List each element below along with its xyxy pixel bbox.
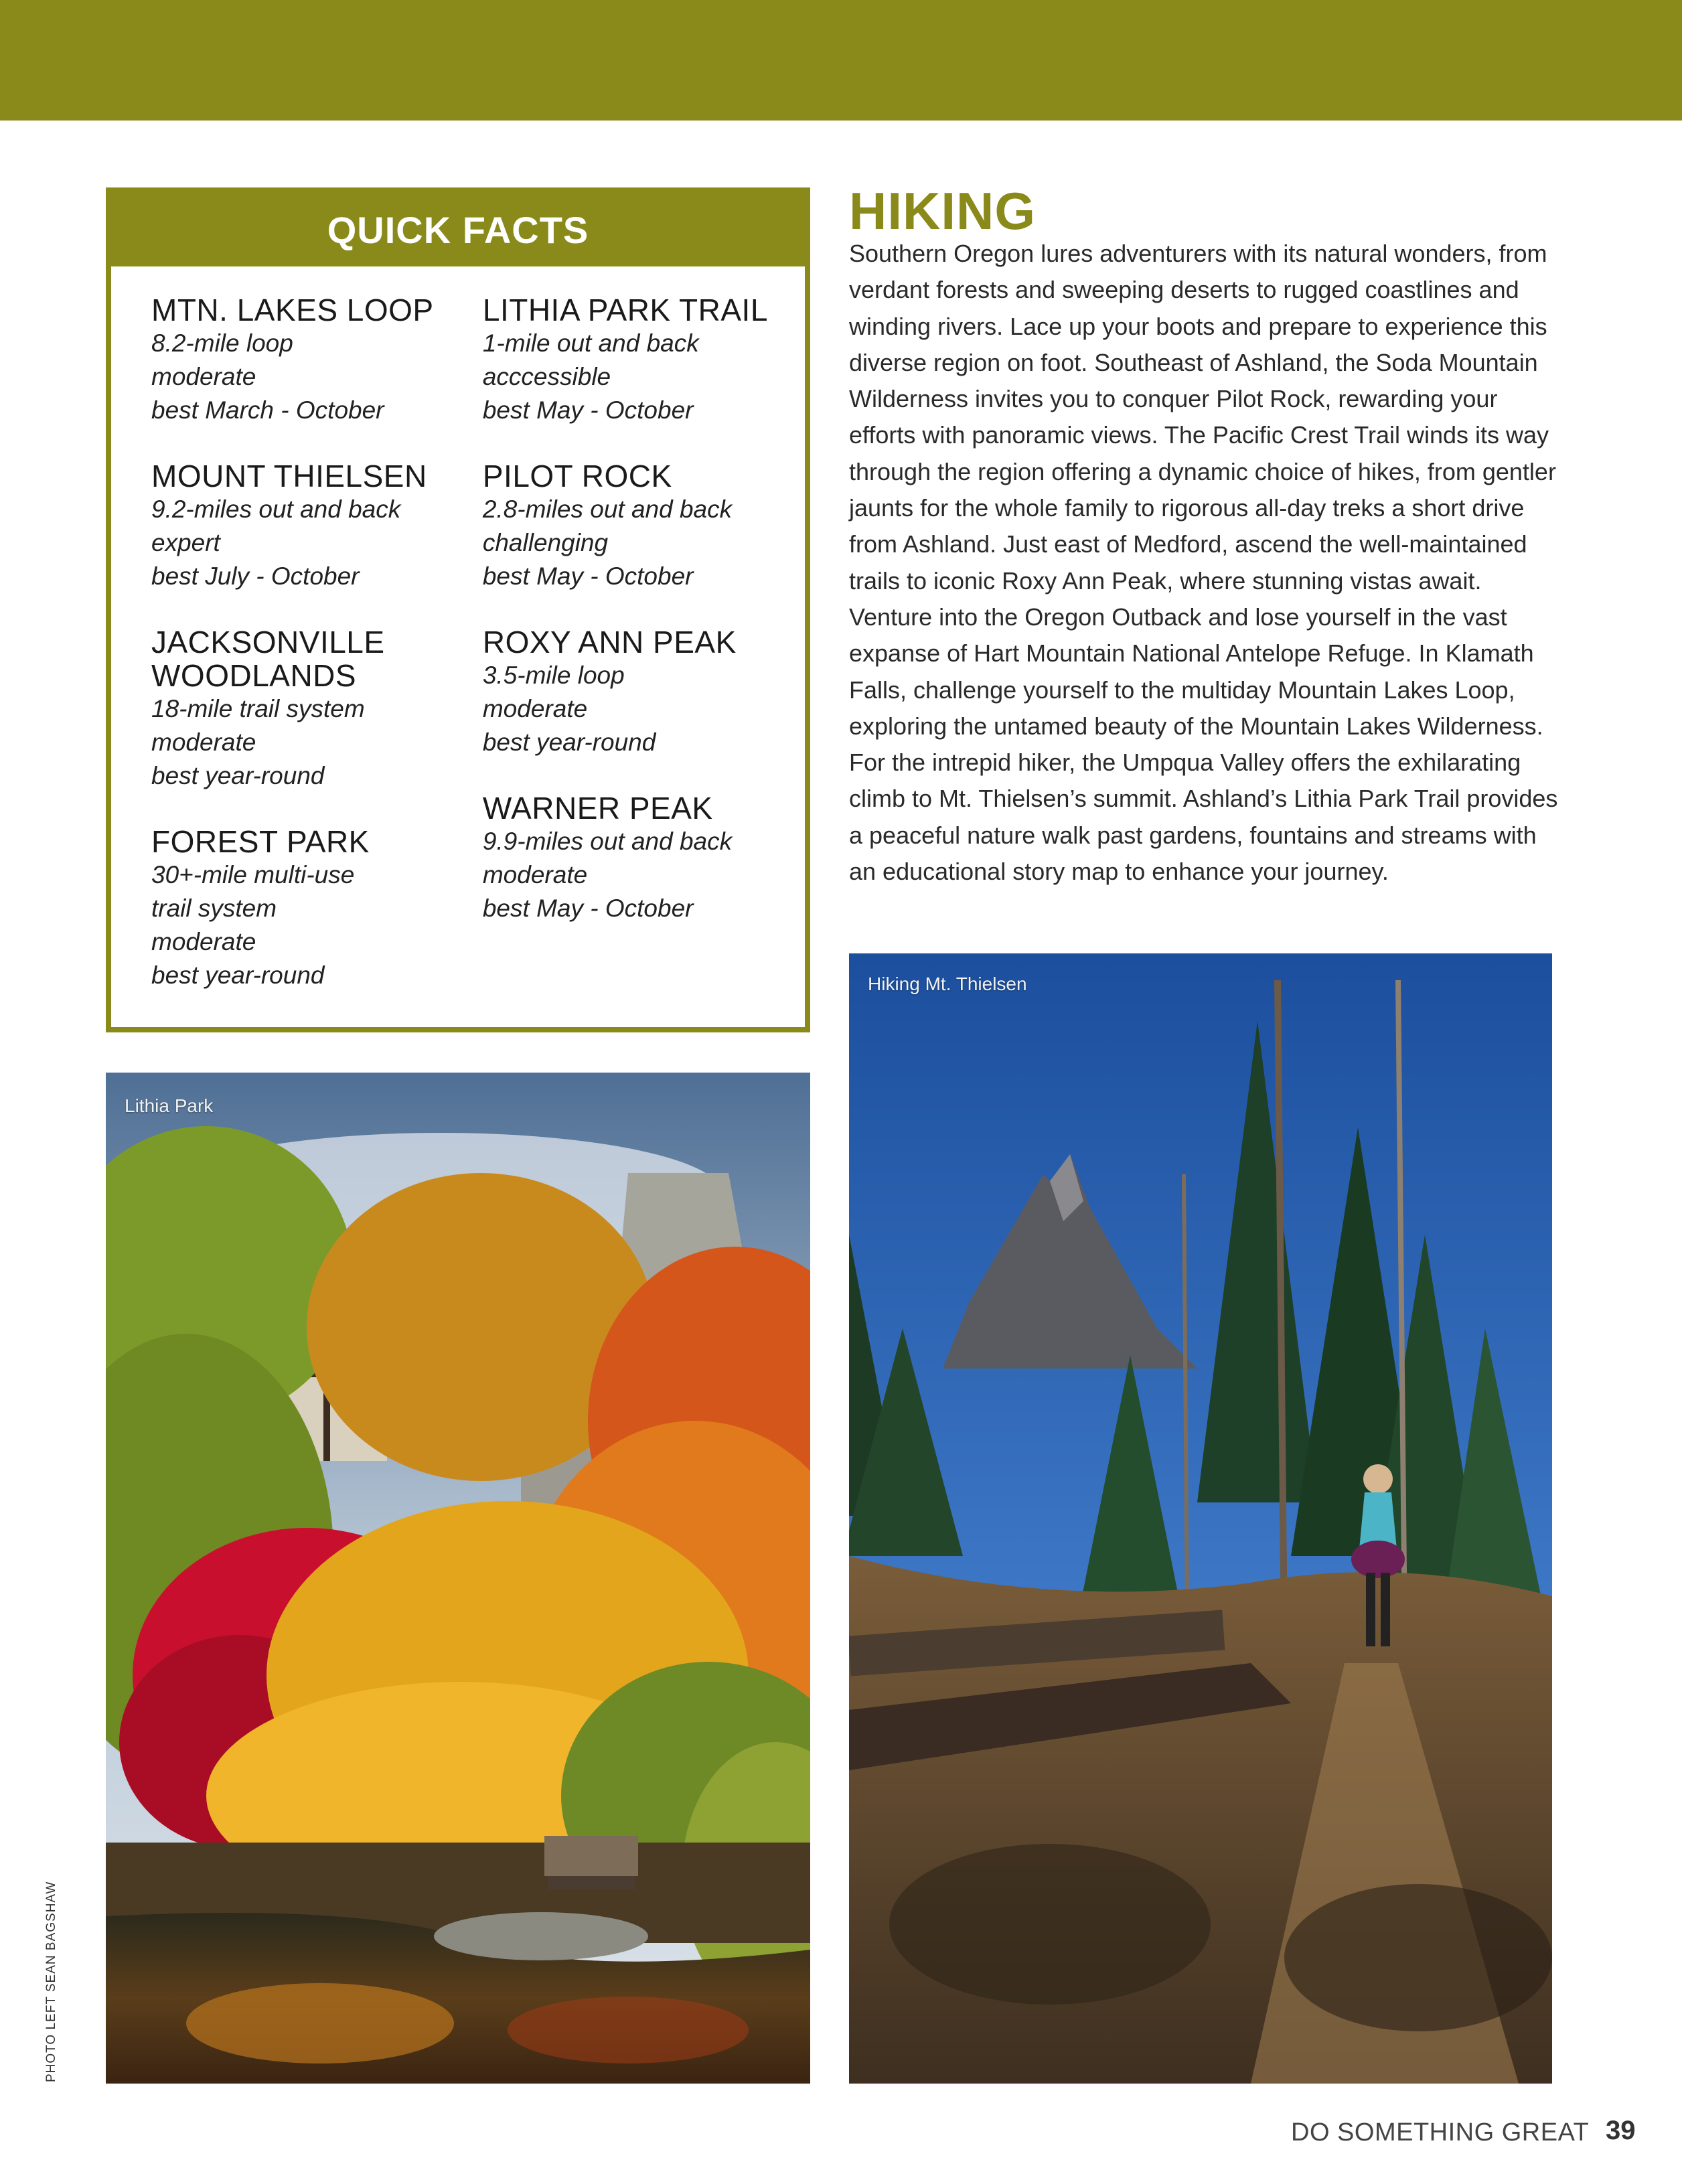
mt-thielsen-caption: Hiking Mt. Thielsen bbox=[868, 973, 1027, 994]
trail-detail: moderate bbox=[151, 728, 256, 756]
trail-detail: best July - October bbox=[151, 562, 360, 590]
trail-name: WARNER PEAK bbox=[482, 791, 713, 826]
trail-name: ROXY ANN PEAK bbox=[482, 625, 737, 659]
trail-detail: best year-round bbox=[151, 762, 325, 789]
trail-detail: moderate bbox=[151, 363, 256, 390]
trail-name: FOREST PARK bbox=[151, 824, 370, 859]
trail-detail: best May - October bbox=[482, 396, 694, 424]
trail-name: LITHIA PARK TRAIL bbox=[482, 293, 768, 327]
mt-thielsen-photo bbox=[849, 953, 1552, 2084]
trail-detail: 8.2-mile loop bbox=[151, 329, 293, 357]
trail-detail: 1-mile out and back bbox=[482, 329, 699, 357]
lithia-park-illustration bbox=[106, 1073, 810, 2084]
page-number: 39 bbox=[1606, 2116, 1636, 2145]
lithia-park-photo bbox=[106, 1073, 810, 2084]
trail-entry bbox=[151, 825, 483, 992]
quick-facts-title: QUICK FACTS bbox=[111, 193, 805, 266]
trail-detail: trail system bbox=[151, 894, 277, 922]
hiking-body-text: Southern Oregon lures adventurers with its natural wonders, from verdant forests and sweeping deserts to rugged coastlines and winding rivers. Lace up your boots and prepare to experience this diverse region on foot. Southeast of Ashland, the Soda Mountain Wilderness invites you to conquer Pilot Rock, rewarding your efforts with panoramic views. The Pacific Crest Trail winds its way through the region offering a dynamic choice of hikes, from gentler jaunts for the whole family to rigorous all-day treks a short drive from Ashland. Just east of Medford, ascend the well-maintained trails to iconic Roxy Ann Peak, where stunning vistas await. Venture into the Oregon Outback and lose yourself in the vast expanse of Hart Mountain National Antelope Refuge. In Klamath Falls, challenge yourself to the multiday Mountain Lakes Loop, exploring the untamed beauty of the Mountain Lakes Wilderness. For the intrepid hiker, the Umpqua Valley offers the exhilarating climb to Mt. Thielsen’s summit. Ashland’s Lithia Park Trail provides a peaceful nature walk past gardens, fountains and streams with an educational story map to enhance your journey. bbox=[849, 240, 1558, 886]
mt-thielsen-illustration bbox=[849, 953, 1552, 2084]
trail-entry bbox=[483, 625, 778, 759]
trail-detail: 9.2-miles out and back bbox=[151, 495, 401, 523]
trail-detail: 9.9-miles out and back bbox=[482, 828, 733, 855]
trail-entry bbox=[151, 625, 483, 793]
trail-name: PILOT ROCK bbox=[482, 459, 672, 493]
trail-entry bbox=[483, 293, 778, 427]
quick-facts-box bbox=[106, 187, 810, 1032]
trail-name: JACKSONVILLE WOODLANDS bbox=[151, 625, 385, 693]
trail-detail: 30+-mile multi-use bbox=[151, 861, 355, 888]
photo-credit: PHOTO LEFT SEAN BAGSHAW bbox=[44, 1881, 58, 2082]
trail-detail: acccessible bbox=[482, 363, 611, 390]
trail-name: MTN. LAKES LOOP bbox=[151, 293, 434, 327]
trail-detail: best March - October bbox=[151, 396, 384, 424]
trail-detail: expert bbox=[151, 529, 220, 556]
top-color-band bbox=[0, 0, 1682, 121]
quick-facts-columns bbox=[151, 293, 778, 1024]
hiking-heading: HIKING bbox=[849, 181, 1036, 240]
trail-entry bbox=[151, 293, 483, 427]
trail-detail: moderate bbox=[482, 695, 588, 722]
footer-tagline: DO SOMETHING GREAT bbox=[1291, 2118, 1590, 2147]
trail-detail: best year-round bbox=[482, 728, 656, 756]
trail-detail: 3.5-mile loop bbox=[482, 661, 625, 689]
trail-detail: moderate bbox=[151, 928, 256, 955]
trail-detail: moderate bbox=[482, 861, 588, 888]
trail-detail: challenging bbox=[482, 529, 609, 556]
trail-entry bbox=[483, 791, 778, 925]
trail-entry bbox=[483, 459, 778, 593]
trail-detail: 2.8-miles out and back bbox=[482, 495, 733, 523]
trail-name: MOUNT THIELSEN bbox=[151, 459, 427, 493]
quick-facts-left-column bbox=[151, 293, 483, 1024]
lithia-park-caption: Lithia Park bbox=[125, 1095, 214, 1116]
trail-detail: best May - October bbox=[482, 894, 694, 922]
trail-entry bbox=[151, 459, 483, 593]
trail-detail: 18-mile trail system bbox=[151, 695, 365, 722]
trail-detail: best May - October bbox=[482, 562, 694, 590]
trail-detail: best year-round bbox=[151, 961, 325, 989]
quick-facts-right-column bbox=[483, 293, 778, 1024]
